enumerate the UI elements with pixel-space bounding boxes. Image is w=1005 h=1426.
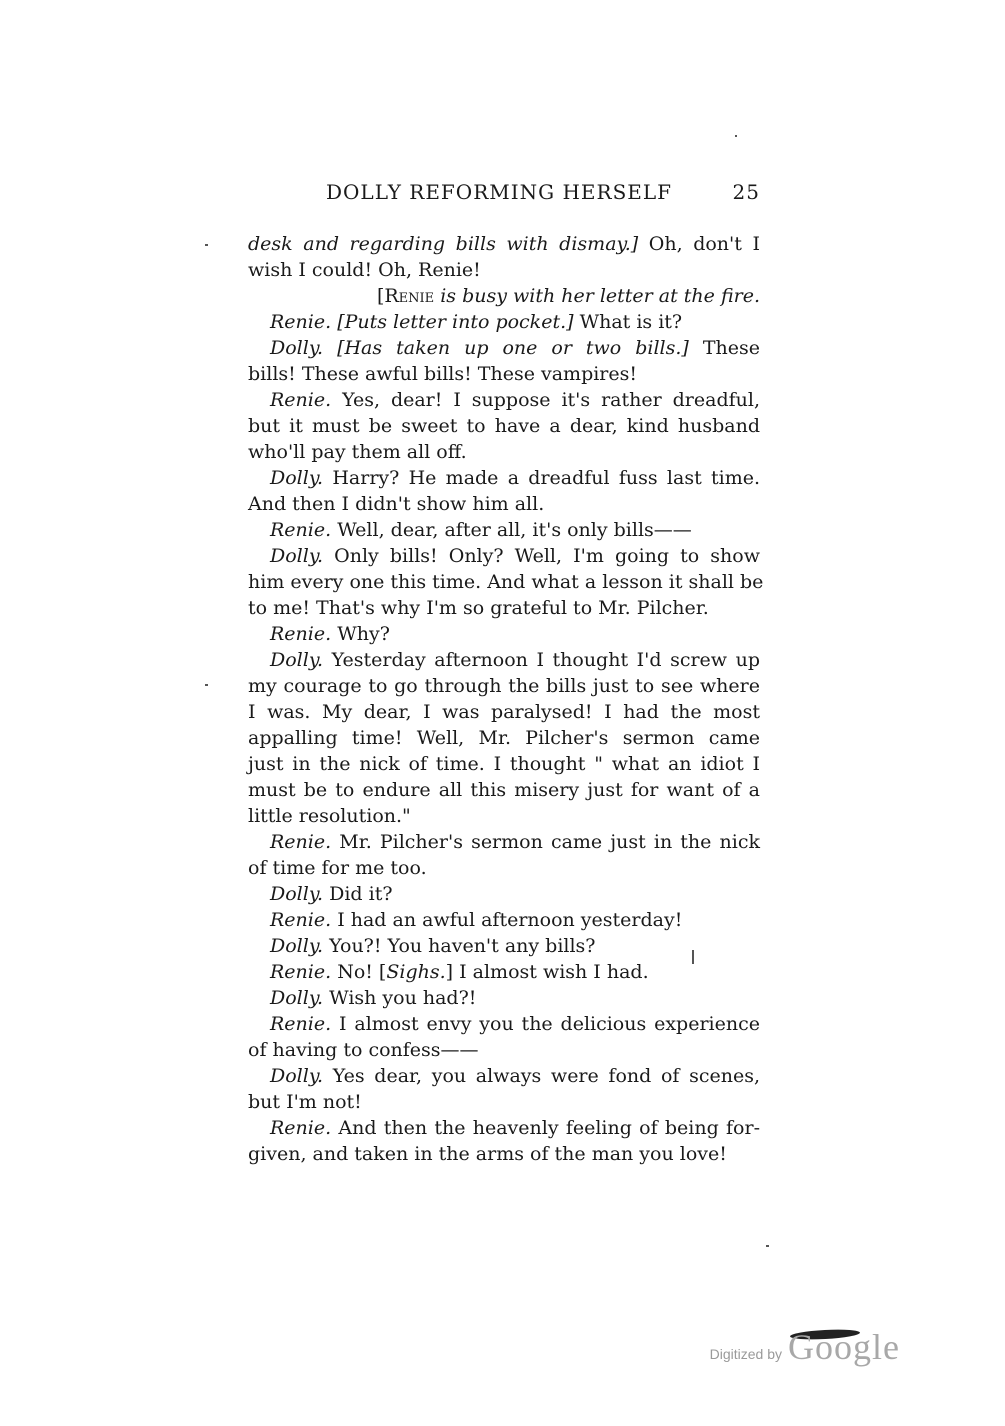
speech-line (248, 933, 760, 959)
text-line: And then I didn't show him all. (248, 493, 545, 515)
text-line: bills! These awful bills! These vampires! (248, 363, 638, 385)
text-line (248, 231, 760, 257)
google-logo: Google (788, 1327, 900, 1367)
text-line: of time for me too. (248, 857, 427, 879)
dialogue: Yes, dear! I suppose it's rather dreadful, (331, 389, 760, 411)
dialogue: You?! You haven't any bills? (323, 935, 596, 957)
dialogue: Harry? He made a dreadful fuss last time. (323, 467, 760, 489)
body-text (248, 231, 764, 1167)
speaker: Renie. (270, 623, 332, 645)
dialogue: And then the heavenly feeling of being for- (331, 1117, 760, 1139)
speech-line (248, 335, 760, 361)
speech-line (248, 465, 760, 491)
speech-line (248, 959, 760, 985)
speaker: Renie. (270, 311, 332, 333)
speech-line (248, 1063, 760, 1089)
speaker: Dolly. (270, 883, 324, 905)
speaker: Dolly. (270, 545, 324, 567)
dialogue: What is it? (573, 311, 683, 333)
speaker: Renie. (270, 389, 332, 411)
dialogue: Only bills! Only? Well, I'm going to show (323, 545, 760, 567)
text-line: who'll pay them all off. (248, 441, 467, 463)
scan-speck (766, 1245, 769, 1247)
speech-line (248, 1115, 760, 1141)
speech-line (248, 387, 760, 413)
speech-line (248, 881, 760, 907)
digitized-watermark (710, 1326, 900, 1366)
scan-speck (735, 135, 737, 137)
digitized-label: Digitized by (709, 1346, 783, 1362)
stage-direction: [Puts letter into pocket.] (331, 311, 574, 333)
speech-line (248, 1011, 760, 1037)
dialogue: ] I almost wish I had. (445, 961, 649, 983)
text-line: him every one this time. And what a lesson it shall be (248, 571, 764, 593)
speech-line (248, 543, 760, 569)
speaker: Renie. (270, 1013, 332, 1035)
text-line: just in the nick of time. I thought " what an idiot I (248, 753, 760, 775)
speaker: Dolly. (270, 649, 324, 671)
speech-line (248, 907, 760, 933)
speaker: Renie. (270, 961, 332, 983)
text-line: must be to endure all this misery just for want of a (248, 779, 760, 801)
speech-line (248, 647, 760, 673)
dialogue: No! [ (331, 961, 387, 983)
text-line: of having to confess—— (248, 1039, 479, 1061)
dialogue: Did it? (323, 883, 393, 905)
stage-direction: desk and regarding bills with dismay.] (248, 233, 639, 255)
page-number: 25 (732, 180, 760, 204)
speaker: Dolly. (270, 337, 324, 359)
speaker: Dolly. (270, 935, 324, 957)
speech-line (248, 621, 760, 647)
dialogue: Why? (331, 623, 390, 645)
stage-direction-line (248, 283, 760, 309)
speaker: Dolly. (270, 987, 324, 1009)
text-line: wish I could! Oh, Renie! (248, 259, 481, 281)
speaker: Renie. (270, 1117, 332, 1139)
dialogue: Yes dear, you always were fond of scenes, (323, 1065, 760, 1087)
dialogue: Yesterday afternoon I thought I'd screw up (323, 649, 760, 671)
speaker: Renie. (270, 909, 332, 931)
dialogue: Mr. Pilcher's sermon came just in the nick (331, 831, 760, 853)
dialogue: I had an awful afternoon yesterday! (331, 909, 683, 931)
text-line: I was. My dear, I was paralysed! I had the most (248, 701, 760, 723)
dialogue: Oh, don't I (638, 233, 760, 255)
stage-direction: [Has taken up one or two bills.] (323, 337, 689, 359)
speaker: Dolly. (270, 467, 324, 489)
speaker: Renie. (270, 831, 332, 853)
text-line: to me! That's why I'm so grateful to Mr. Pilcher. (248, 597, 709, 619)
dialogue: These (688, 337, 760, 359)
running-head (248, 180, 760, 210)
speaker: Dolly. (270, 1065, 324, 1087)
running-title: DOLLY REFORMING HERSELF (326, 180, 673, 204)
speaker: Renie. (270, 519, 332, 541)
text-line: appalling time! Well, Mr. Pilcher's sermon came (248, 727, 760, 749)
speech-line (248, 309, 760, 335)
character-name: Renie (384, 285, 435, 307)
scan-speck (692, 950, 694, 964)
stage-direction: is busy with her letter at the fire. (434, 285, 760, 307)
text-line: but I'm not! (248, 1091, 362, 1113)
dialogue: Well, dear, after all, it's only bills—— (331, 519, 692, 541)
speech-line (248, 985, 760, 1011)
text-line: little resolution." (248, 805, 411, 827)
bracket: [ (376, 285, 385, 307)
speech-line (248, 829, 760, 855)
stage-direction: Sighs. (386, 961, 446, 983)
text-line: but it must be sweet to have a dear, kind husband (248, 415, 760, 437)
dialogue: Wish you had?! (323, 987, 477, 1009)
dialogue: I almost envy you the delicious experience (331, 1013, 760, 1035)
text-line: my courage to go through the bills just to see where (248, 675, 760, 697)
scan-speck (205, 244, 208, 246)
scan-speck (205, 684, 208, 686)
text-line: given, and taken in the arms of the man you love! (248, 1143, 727, 1165)
speech-line (248, 517, 760, 543)
